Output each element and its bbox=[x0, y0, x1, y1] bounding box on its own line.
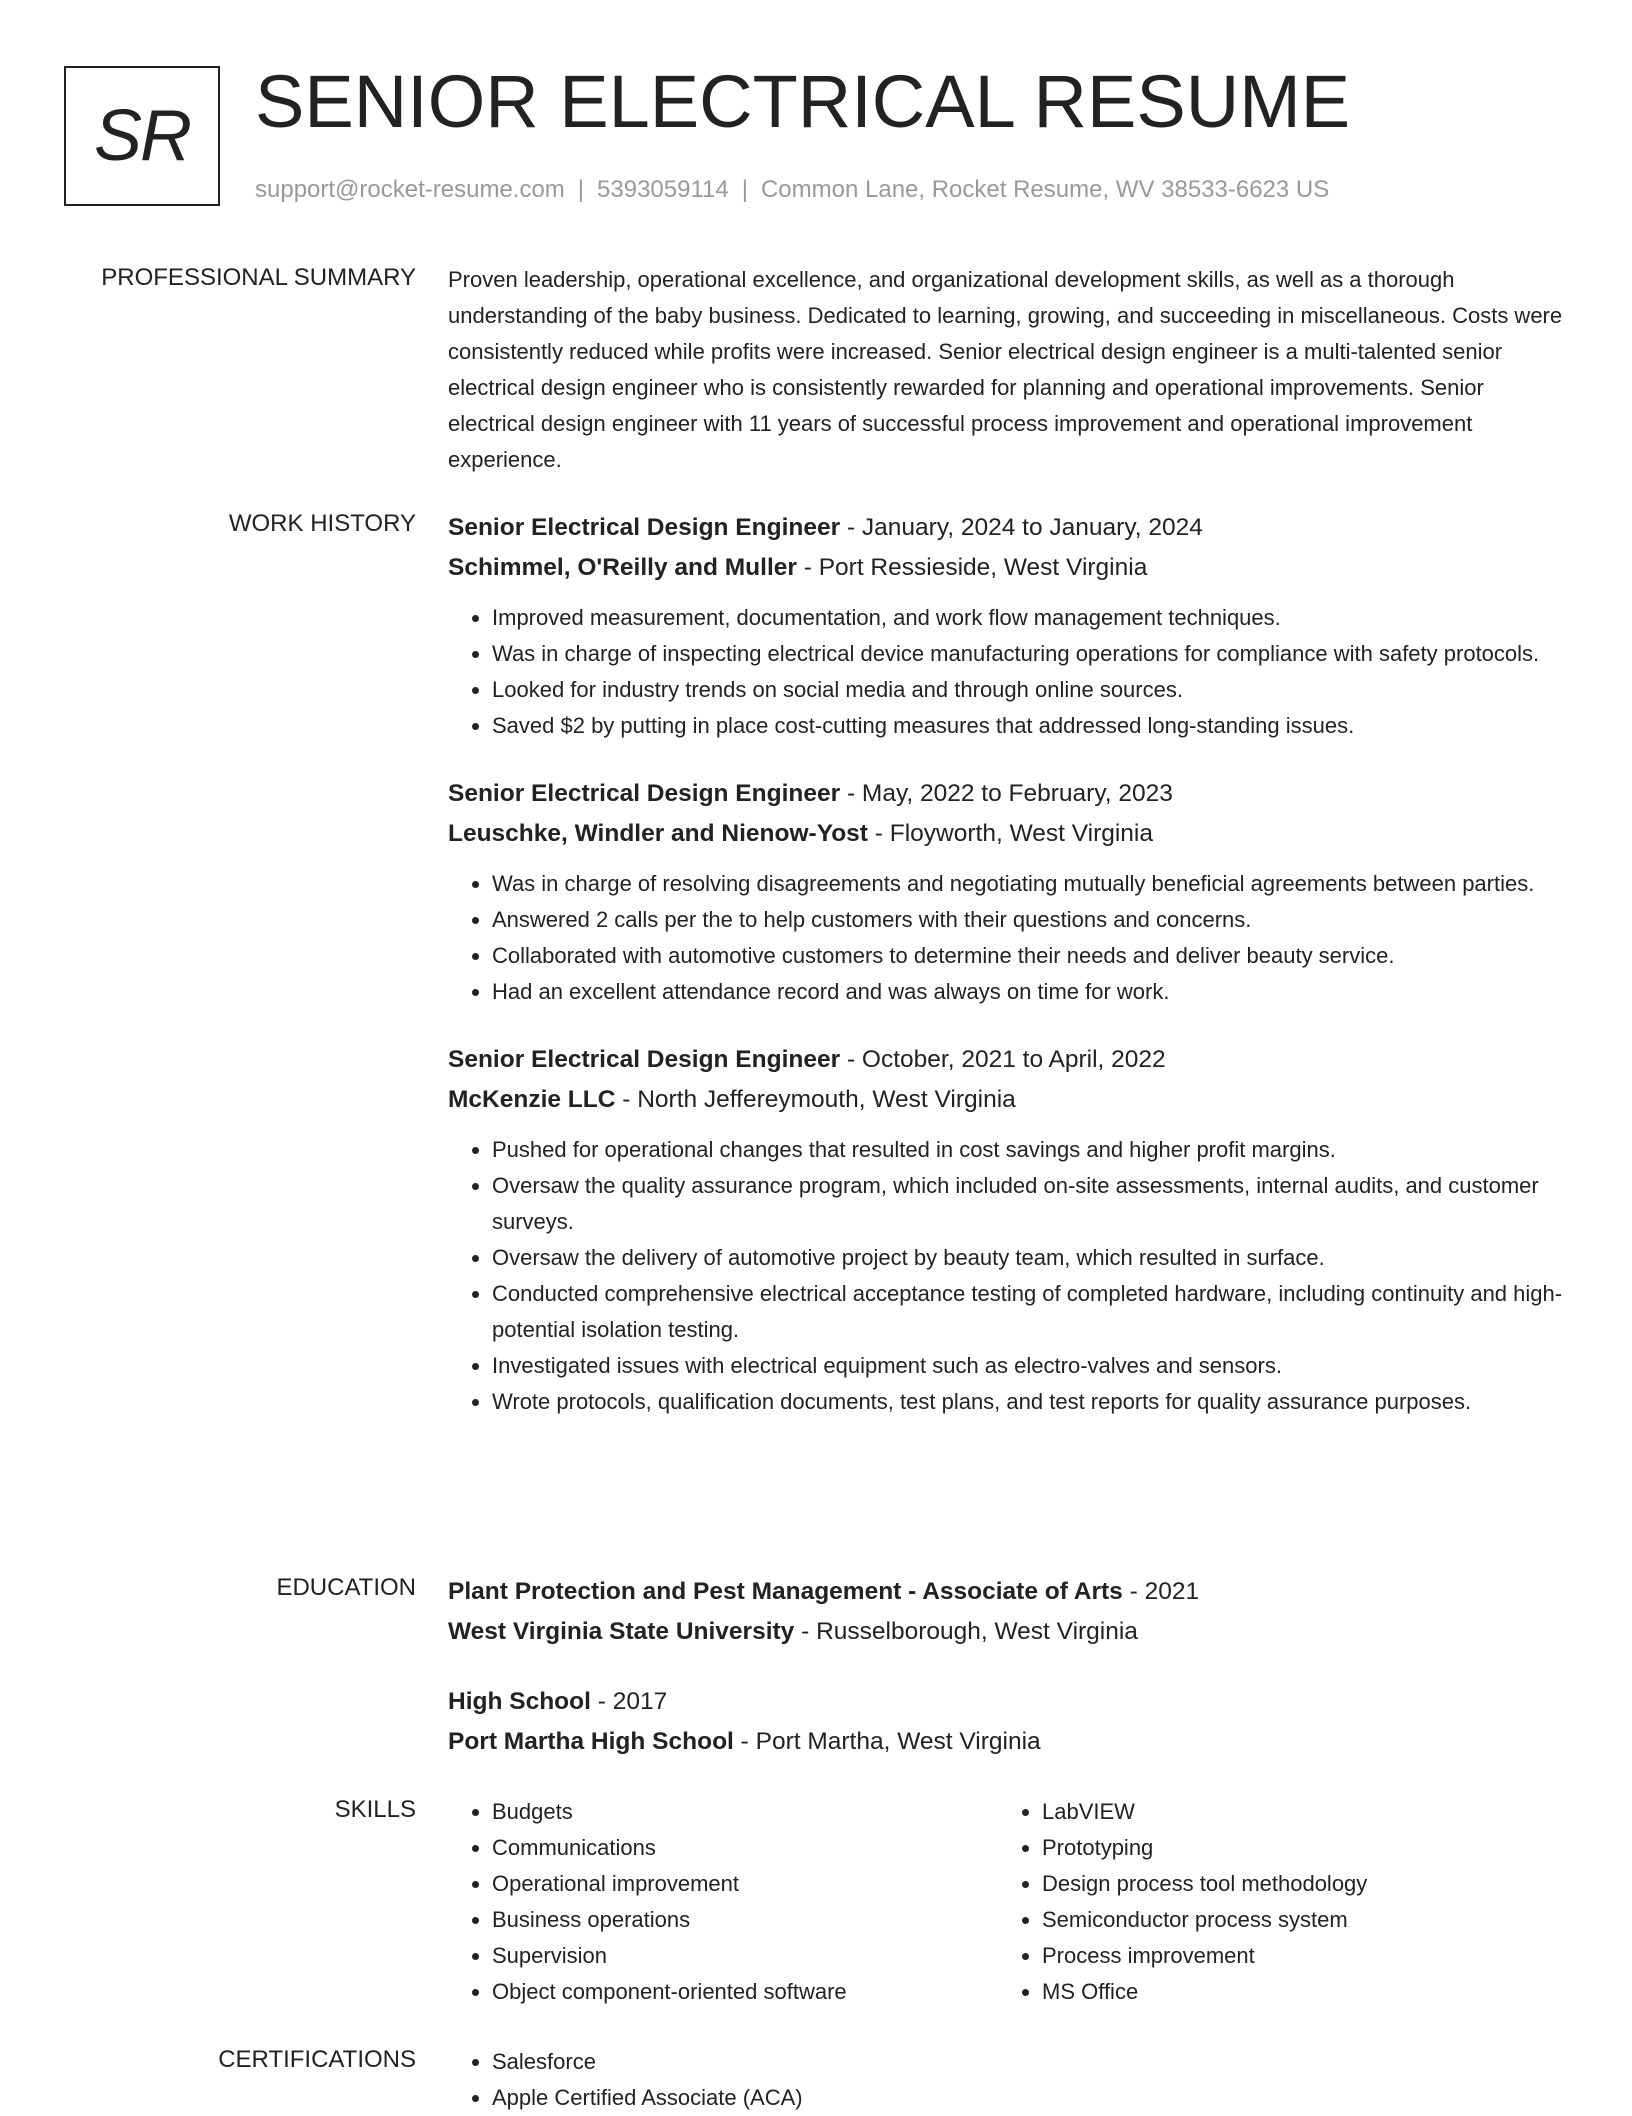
education-entry bbox=[448, 1572, 1568, 1652]
certification-item: • Salesforce bbox=[492, 2044, 1548, 2080]
skill-item: • Design process tool methodology bbox=[1042, 1866, 1548, 1902]
job-bullet: • Oversaw the quality assurance program, which included on-site assessments, internal audits, and customer surveys. bbox=[492, 1168, 1568, 1240]
separator: | bbox=[741, 176, 748, 203]
job-company: Schimmel, O'Reilly and Muller bbox=[448, 554, 797, 581]
job-bullet: • Saved $2 by putting in place cost-cutting measures that addressed long-standing issues. bbox=[492, 708, 1568, 744]
skills-column-right bbox=[998, 1794, 1548, 2010]
section-label-certifications: CERTIFICATIONS bbox=[218, 2046, 416, 2073]
job-bullet: • Had an excellent attendance record and was always on time for work. bbox=[492, 974, 1568, 1010]
skill-item: • Business operations bbox=[492, 1902, 998, 1938]
job-dates: - May, 2022 to February, 2023 bbox=[840, 780, 1173, 807]
contact-line bbox=[255, 176, 1329, 204]
job-company: Leuschke, Windler and Nienow-Yost bbox=[448, 820, 868, 847]
job-bullet: • Wrote protocols, qualification documents, test plans, and test reports for quality assurance purposes. bbox=[492, 1384, 1568, 1420]
job-bullet: • Conducted comprehensive electrical acceptance testing of completed hardware, including continuity and high-potential isolation testing. bbox=[492, 1276, 1568, 1348]
phone[interactable]: 5393059114 bbox=[597, 176, 729, 203]
section-label-work: WORK HISTORY bbox=[228, 510, 416, 537]
job-bullet: • Answered 2 calls per the to help customers with their questions and concerns. bbox=[492, 902, 1568, 938]
work-list bbox=[448, 508, 1568, 1450]
job-bullet: • Investigated issues with electrical equipment such as electro-valves and sensors. bbox=[492, 1348, 1568, 1384]
job-bullet: • Looked for industry trends on social media and through online sources. bbox=[492, 672, 1568, 708]
education-year: - 2021 bbox=[1122, 1578, 1200, 1605]
education-school: Port Martha High School bbox=[448, 1728, 734, 1755]
skills-column-left bbox=[448, 1794, 998, 2010]
job-location: - North Jeffereymouth, West Virginia bbox=[615, 1086, 1016, 1113]
job-entry bbox=[448, 774, 1568, 1010]
job-entry bbox=[448, 508, 1568, 744]
job-bullet: • Oversaw the delivery of automotive project by beauty team, which resulted in surface. bbox=[492, 1240, 1568, 1276]
job-dates: - October, 2021 to April, 2022 bbox=[840, 1046, 1166, 1073]
skill-item: • Communications bbox=[492, 1830, 998, 1866]
section-label-summary: PROFESSIONAL SUMMARY bbox=[101, 264, 416, 291]
section-label-skills: SKILLS bbox=[334, 1796, 416, 1823]
skill-item: • Object component-oriented software bbox=[492, 1974, 998, 2010]
skill-item: • LabVIEW bbox=[1042, 1794, 1548, 1830]
separator: | bbox=[577, 176, 585, 203]
education-year: - 2017 bbox=[590, 1688, 668, 1715]
skill-item: • Operational improvement bbox=[492, 1866, 998, 1902]
skill-item: • Budgets bbox=[492, 1794, 998, 1830]
job-bullet: • Pushed for operational changes that resulted in cost savings and higher profit margins. bbox=[492, 1132, 1568, 1168]
certification-item: • Apple Certified Associate (ACA) bbox=[492, 2080, 1548, 2116]
skill-item: • MS Office bbox=[1042, 1974, 1548, 2010]
resume-title: SENIOR ELECTRICAL RESUME bbox=[255, 60, 1351, 143]
education-school: West Virginia State University bbox=[448, 1618, 795, 1645]
job-title: Senior Electrical Design Engineer bbox=[448, 1046, 841, 1073]
job-entry bbox=[448, 1040, 1568, 1420]
job-title: Senior Electrical Design Engineer bbox=[448, 514, 841, 541]
summary-text: Proven leadership, operational excellence, and organizational development skills, as well as a thorough understanding of the baby business. Dedicated to learning, growing, and succeeding in miscellaneous. Costs were consistently reduced while profits were increased. Senior electrical design engineer is a multi-talented senior electrical design engineer who is consistently rewarded for planning and operational improvements. Senior electrical design engineer with 11 years of successful process improvement and operational improvement experience. bbox=[448, 267, 1563, 472]
job-dates: - January, 2024 to January, 2024 bbox=[840, 514, 1203, 541]
job-location: - Floyworth, West Virginia bbox=[867, 820, 1154, 847]
education-degree: High School bbox=[448, 1688, 591, 1715]
skill-item: • Prototyping bbox=[1042, 1830, 1548, 1866]
job-bullet: • Collaborated with automotive customers to determine their needs and deliver beauty service. bbox=[492, 938, 1568, 974]
job-bullet: • Was in charge of inspecting electrical device manufacturing operations for compliance with safety protocols. bbox=[492, 636, 1568, 672]
education-degree: Plant Protection and Pest Management - Associate of Arts bbox=[448, 1578, 1123, 1605]
job-bullet: • Was in charge of resolving disagreements and negotiating mutually beneficial agreements between parties. bbox=[492, 866, 1568, 902]
job-company: McKenzie LLC bbox=[448, 1086, 616, 1113]
skill-item: • Semiconductor process system bbox=[1042, 1902, 1548, 1938]
address: Common Lane, Rocket Resume, WV 38533-6623 US bbox=[760, 176, 1330, 203]
skill-item: • Supervision bbox=[492, 1938, 998, 1974]
job-location: - Port Ressieside, West Virginia bbox=[796, 554, 1148, 581]
skill-item: • Process improvement bbox=[1042, 1938, 1548, 1974]
education-location: - Port Martha, West Virginia bbox=[733, 1728, 1041, 1755]
job-title: Senior Electrical Design Engineer bbox=[448, 780, 841, 807]
email[interactable]: support@rocket-resume.com bbox=[255, 176, 565, 203]
section-label-education: EDUCATION bbox=[276, 1574, 416, 1601]
monogram: SR bbox=[64, 66, 220, 206]
education-location: - Russelborough, West Virginia bbox=[794, 1618, 1138, 1645]
job-bullet: • Improved measurement, documentation, and work flow management techniques. bbox=[492, 600, 1568, 636]
education-entry bbox=[448, 1682, 1568, 1762]
